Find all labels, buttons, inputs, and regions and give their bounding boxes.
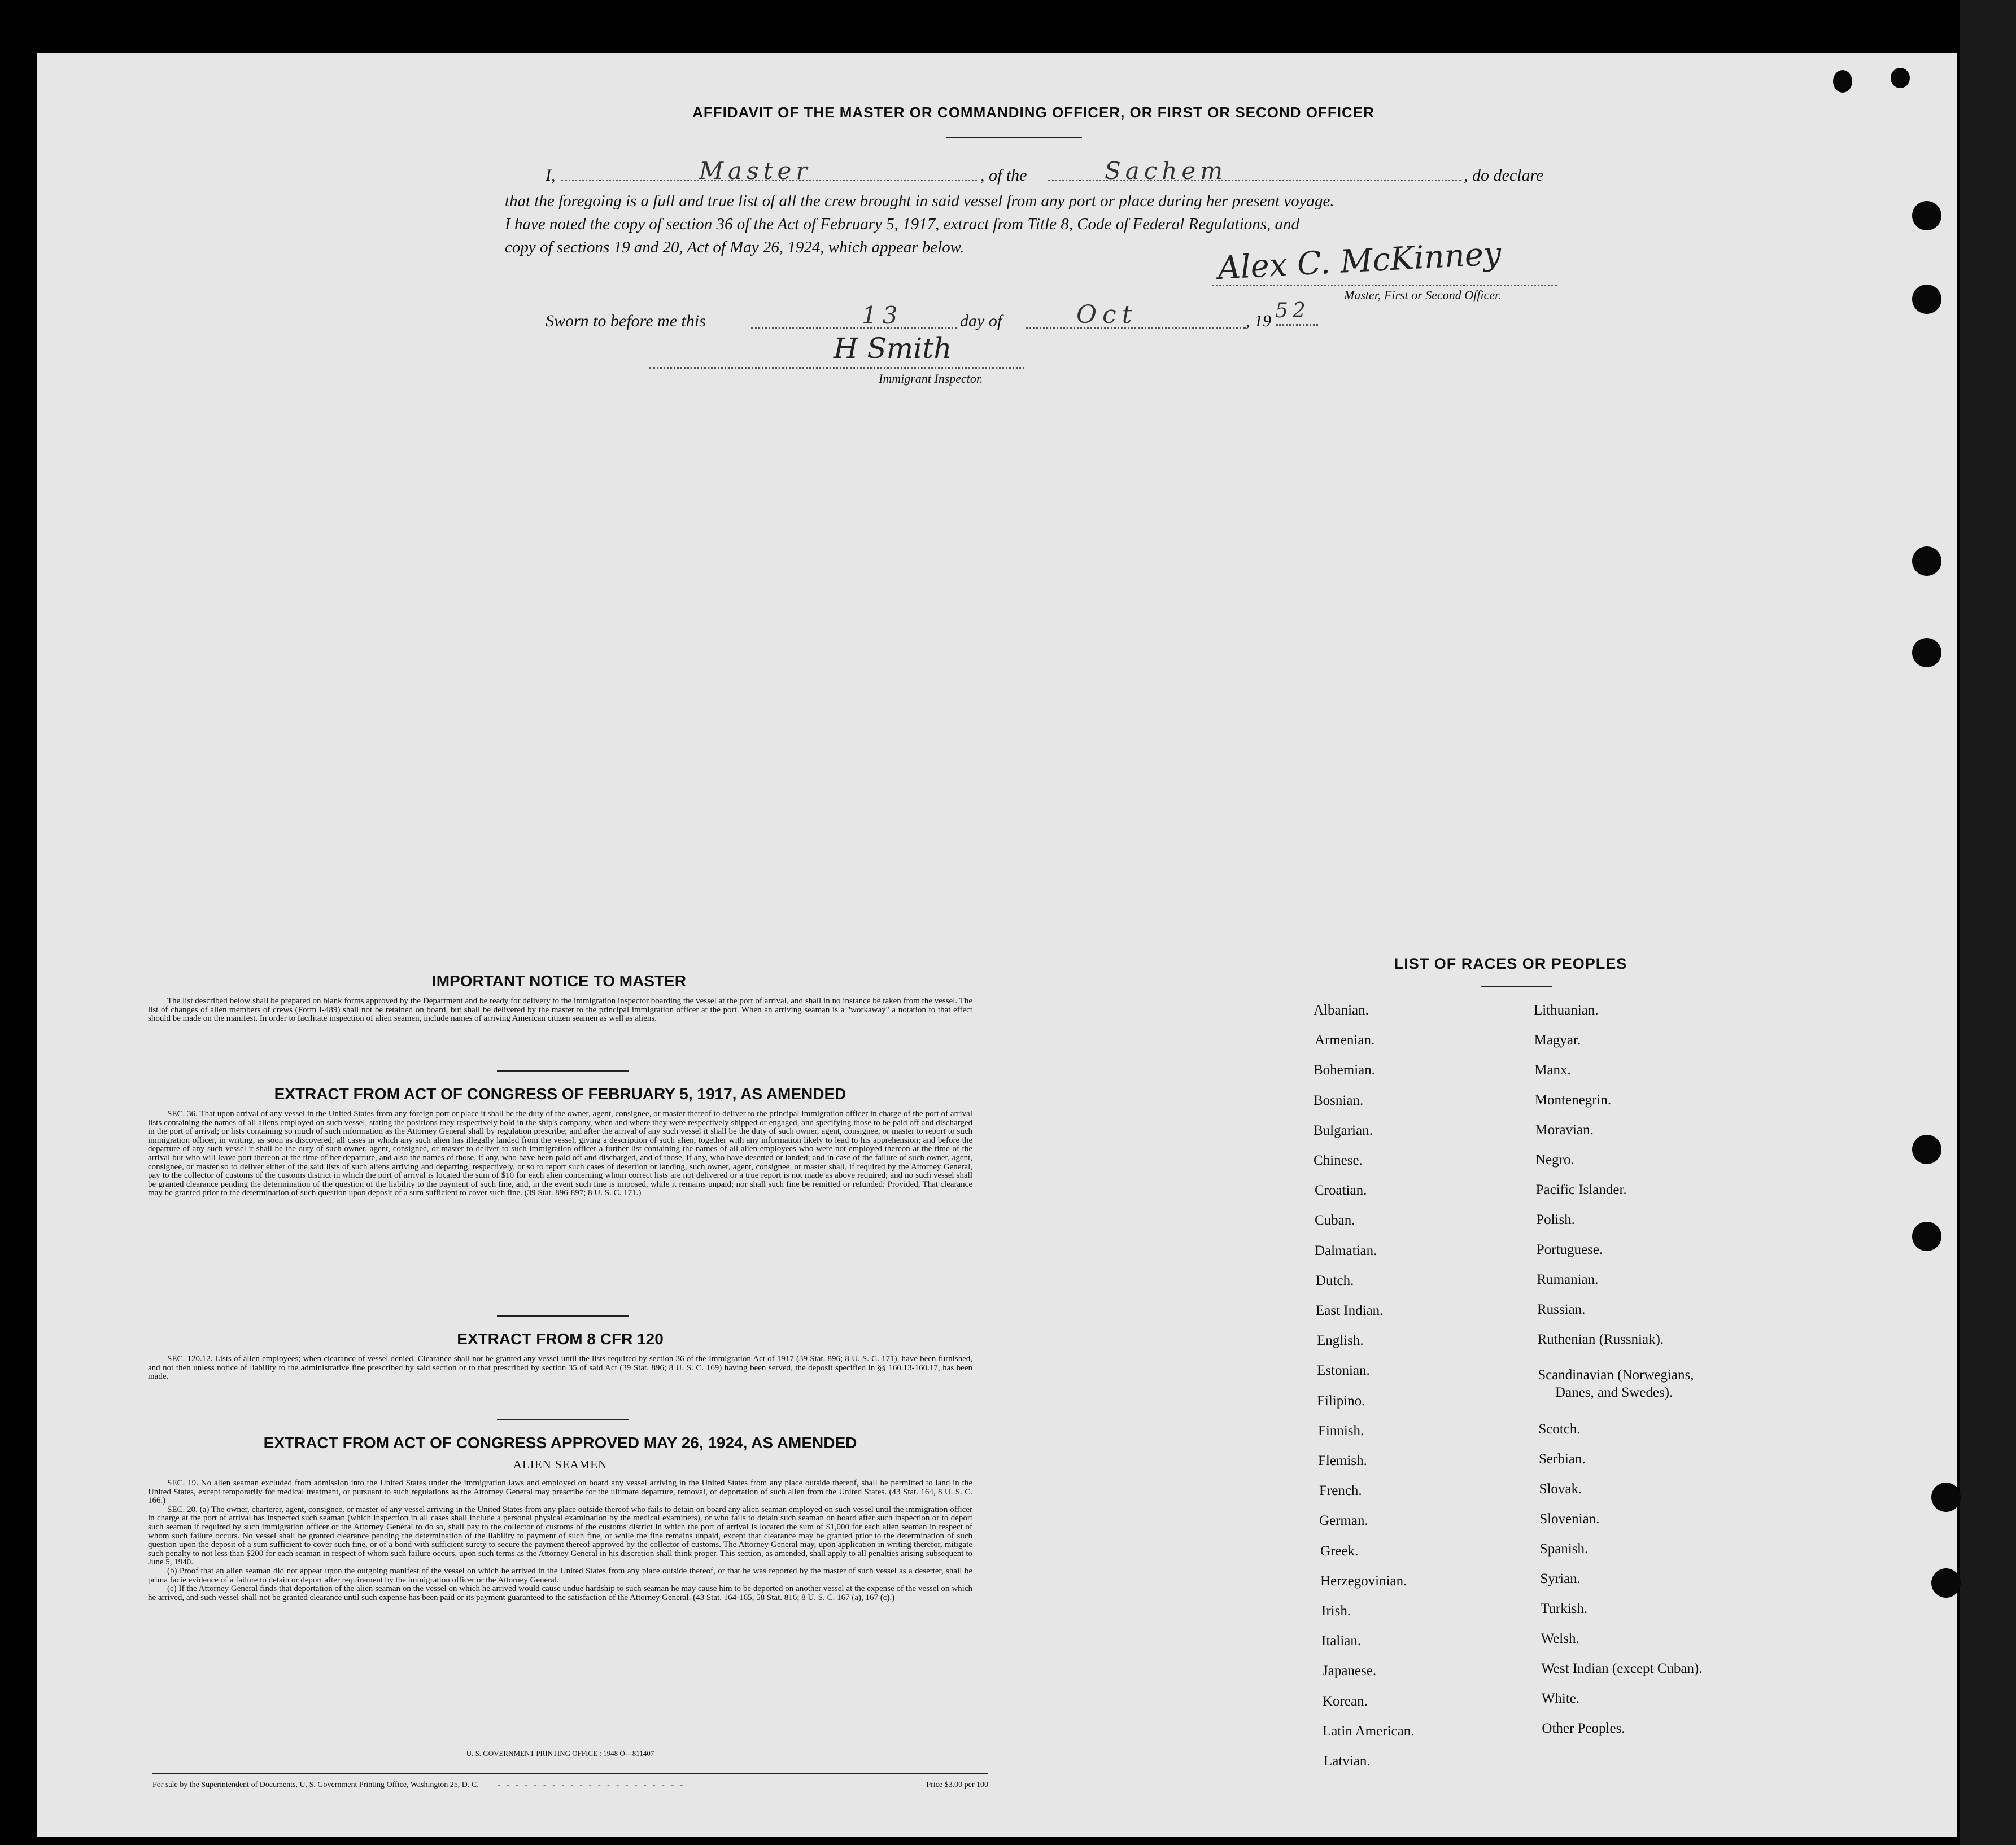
race-item: Serbian. [1539, 1451, 1586, 1467]
race-item: West Indian (except Cuban). [1541, 1661, 1703, 1676]
race-item: French. [1319, 1483, 1362, 1499]
punch-hole [1931, 1483, 1961, 1512]
title-underline [946, 137, 1082, 138]
race-item: German. [1319, 1513, 1368, 1529]
month-fill-line [1026, 327, 1246, 329]
year-value: 52 [1275, 299, 1310, 322]
day-value: 13 [862, 301, 904, 329]
races-title: LIST OF RACES OR PEOPLES [1394, 955, 1627, 972]
race-item: Finnish. [1318, 1423, 1364, 1439]
vessel-fill-line [1048, 180, 1461, 181]
notice-title: IMPORTANT NOTICE TO MASTER [431, 972, 687, 990]
punch-hole [1912, 1222, 1941, 1251]
race-item: Armenian. [1315, 1033, 1375, 1048]
signature-line [1212, 285, 1557, 286]
race-item: Negro. [1535, 1152, 1574, 1168]
gpo-imprint: U. S. GOVERNMENT PRINTING OFFICE : 1948 O—811407 [466, 1749, 654, 1757]
section-20c: (c) If the Attorney General finds that deportation of the alien seaman on the vessel on which he arrived would cause undue hardship to such seaman he may cause him to be deported on another vessel at the expense of the vessel on which he arrived, and such vessel shall not be granted clearance until such expense has been paid or its payment guaranteed to the satisfaction of the Attorney General. (43 Stat. 164-165, 58 Stat. 816; 8 U. S. C. 167 (a), 167 (c).) [148, 1584, 972, 1602]
notice-divider [497, 1070, 629, 1072]
race-item: Ruthenian (Russniak). [1537, 1332, 1664, 1347]
race-item: Herzegovinian. [1320, 1573, 1407, 1589]
race-item: Chinese. [1314, 1153, 1363, 1168]
month-value: Oct [1076, 300, 1138, 329]
race-item: Dalmatian. [1315, 1243, 1377, 1258]
affidavit-line-1 [546, 157, 1562, 185]
footer-dashes: - - - - - - - - - - - - - - - - - - - - - [498, 1781, 686, 1789]
race-item: Manx. [1534, 1063, 1571, 1078]
footer-price: Price $3.00 per 100 [926, 1781, 988, 1789]
race-item: Slovak. [1539, 1481, 1582, 1497]
race-item: Welsh. [1541, 1631, 1579, 1646]
name-fill-line [561, 180, 977, 181]
race-item: Slovenian. [1539, 1511, 1600, 1527]
extract-1917-divider [497, 1315, 629, 1317]
footer-sale-text: For sale by the Superintendent of Documents, U. S. Government Printing Office, Washington 25, D. C. [152, 1781, 479, 1789]
race-item: Italian. [1321, 1633, 1362, 1649]
i-label: I, [546, 166, 556, 185]
extract-1924-text [148, 1479, 972, 1602]
race-item: Irish. [1321, 1603, 1351, 1619]
race-item: Estonian. [1317, 1363, 1370, 1379]
punch-hole [1833, 70, 1852, 93]
race-item: Magyar. [1534, 1033, 1581, 1048]
extract-cfr-title: EXTRACT FROM 8 CFR 120 [457, 1330, 664, 1348]
footer [152, 1781, 988, 1790]
race-item: Portuguese. [1536, 1242, 1603, 1257]
punch-hole [1912, 1135, 1941, 1164]
race-item: Spanish. [1539, 1541, 1589, 1557]
race-item: Pacific Islander. [1535, 1182, 1627, 1197]
race-item: Moravian. [1535, 1122, 1594, 1138]
race-item: English. [1317, 1333, 1364, 1349]
inspector-caption: Immigrant Inspector. [879, 371, 983, 386]
race-item: Cuban. [1315, 1213, 1355, 1228]
race-item: Polish. [1536, 1212, 1575, 1227]
race-item: Other Peoples. [1542, 1721, 1625, 1736]
race-item: Latvian. [1324, 1754, 1371, 1769]
punch-hole [1912, 638, 1941, 667]
race-item: White. [1541, 1691, 1580, 1706]
scan-edge [1960, 0, 2016, 1845]
year-prefix: , 19 [1246, 312, 1271, 330]
affidavit-title: AFFIDAVIT OF THE MASTER OR COMMANDING OFFICER, OR FIRST OR SECOND OFFICER [692, 104, 1374, 121]
race-item: Japanese. [1323, 1663, 1377, 1679]
extract-1924-subtitle: ALIEN SEAMEN [513, 1458, 608, 1471]
signature-caption: Master, First or Second Officer. [1344, 288, 1502, 302]
affidavit-body-line-2: I have noted the copy of section 36 of the Act of February 5, 1917, extract from Title 8, Code of Federal Regulations, and [505, 215, 1300, 233]
day-fill-line [751, 327, 957, 329]
race-item: Syrian. [1540, 1571, 1581, 1586]
punch-hole [1912, 546, 1941, 576]
race-item: Scotch. [1538, 1422, 1581, 1437]
notice-text: The list described below shall be prepared on blank forms approved by the Department and be ready for delivery to the immigration inspector boarding the vessel at the port of arrival, and shall in no instance be taken from the vessel. The list of changes of alien members of crews (Form I-489) shall not be retained on board, but shall be delivered by the master to the principal immigration officer at the port. When an arriving seaman is a "workaway" a notation to that effect should be made on the manifest. In order to facilitate inspection of alien seamen, include names of arriving American citizen seamen as well as aliens. [148, 996, 972, 1024]
extract-1917-text: SEC. 36. That upon arrival of any vessel in the United States from any foreign port or place it shall be the duty of the owner, agent, consignee, or master thereof to deliver to the principal immigration officer in charge of the port of arrival lists containing the names of all aliens employed on such vessel, stating the positions they respectively hold in the ship's company, when and where they were respectively shipped or engaged, and specifying those to be paid off and discharged in the port of arrival; or lists containing so much of such information as the Attorney General shall by regulation prescribe; and after the arrival of any such vessel it shall be the duty of such owner, agent, consignee, or master to report to such immigration officer, in writing, as soon as discovered, all cases in which any such alien has illegally landed from the vessel, giving a description of such alien, together with any information likely to lead to his apprehension; and before the departure of any such vessel it shall be the duty of such owner, agent, consignee, or master to deliver to such immigration officer a further list containing the names of all alien employees who were not employed thereon at the time of the arrival but who will leave port thereon at the time of her departure, and also the names of those, if any, who have been paid off and discharged, and of those, if any, who have deserted or landed; and in case of the failure of such owner, agent, consignee, or master so to deliver either of the said lists of such aliens arriving and departing, respectively, or so to report such cases of desertion or landing, such owner, agent, consignee, or master shall, if required by the Attorney General, pay to the collector of customs of the customs district in which the port of arrival is located the sum of $10 for each alien concerning whom correct lists are not delivered or a true report is not made as above required; and no such vessel shall be granted clearance pending the determination of the question of the liability to the payment of such fine, and, in the event such fine is imposed, while it remains unpaid; nor shall such fine be remitted or refunded: Provided, That clearance may be granted prior to the determination of such question upon deposit of a sum sufficient to cover such fine. (39 Stat. 896-897; 8 U. S. C. 171.) [148, 1109, 972, 1198]
race-item: Latin American. [1323, 1723, 1415, 1739]
section-20a: SEC. 20. (a) The owner, charterer, agent, consignee, or master of any vessel arriving in the United States from any place outside thereof who fails to detain on board any alien seaman employed on such vessel until the immigration officer in charge at the port of arrival has inspected such seaman (which inspection in all cases shall include a personal physical examination by the medical examiners), or who fails to detain such seaman on board after such inspection or to deport such seaman if required by such immigration officer or the Attorney General to do so, shall pay to the collector of customs of the customs district in which the port of arrival is located the sum of $1,000 for each alien seaman in respect of whom such failure occurs. No vessel shall be granted clearance pending the determination of the liability to payment of such fine, or while the fine remains unpaid, except that clearance may be granted prior to the determination of such question upon the deposit of a sum sufficient to cover such fine, or of a bond with sufficient surety to secure the payment thereof approved by the collector of customs. The Attorney General may, upon application in writing therefor, mitigate such penalty to not less than $200 for each seaman in respect of whom such failure occurs, upon such terms as the Attorney General in his discretion shall think proper. This section, as amended, shall apply to all penalties arising subsequent to June 5, 1940. [148, 1505, 972, 1567]
inspector-signature: H Smith [834, 332, 952, 365]
punch-hole [1931, 1568, 1961, 1598]
race-item: Filipino. [1317, 1393, 1365, 1409]
year-fill-line [1276, 324, 1318, 326]
master-signature: Alex C. McKinney [1216, 235, 1503, 287]
inspector-line [649, 367, 1024, 369]
race-item: Turkish. [1541, 1601, 1588, 1616]
race-item: Russian. [1537, 1302, 1586, 1317]
race-item: Dutch. [1316, 1273, 1354, 1288]
day-of-label: day of [960, 312, 1002, 330]
race-item: Croatian. [1315, 1183, 1367, 1199]
race-item: Bohemian. [1314, 1063, 1376, 1078]
races-title-underline [1481, 986, 1552, 987]
extract-cfr-divider [497, 1419, 629, 1420]
extract-1924-title: EXTRACT FROM ACT OF CONGRESS APPROVED MAY 26, 1924, AS AMENDED [263, 1434, 857, 1451]
punch-hole [1912, 201, 1941, 230]
punch-hole [1912, 285, 1941, 314]
race-item: Rumanian. [1537, 1272, 1599, 1287]
race-item: Korean. [1323, 1693, 1368, 1709]
race-item: Greek. [1320, 1543, 1359, 1559]
affidavit-body-line-3: copy of sections 19 and 20, Act of May 26, 1924, which appear below. [505, 238, 965, 256]
of-the-label: , of the [980, 166, 1027, 185]
section-20b: (b) Proof that an alien seaman did not appear upon the outgoing manifest of the vessel on which he arrived in the United States from any place outside thereof, or that he was reported by the master of such vessel as a deserter, shall be prima facie evidence of a failure to detain or deport after requirement by the immigration officer or the Attorney General. [148, 1566, 972, 1585]
master-name-value: Master [699, 157, 812, 185]
race-item: Bosnian. [1314, 1092, 1364, 1108]
race-item: Montenegrin. [1534, 1092, 1612, 1108]
extract-cfr-text: SEC. 120.12. Lists of alien employees; when clearance of vessel denied. Clearance shall not be granted any vessel until the lists required by section 36 of the Immigration Act of 1917 (39 Stat. 896; 8 U. S. C. 171), have been furnished, and not then unless notice of liability to the administrative fine prescribed by said section or to that prescribed by section 35 of said Act (39 Stat. 896; 8 U. S. C. 169) having been served, the deposit specified in §§ 160.13-160.17, has been made. [148, 1354, 972, 1381]
race-item: Bulgarian. [1314, 1122, 1373, 1138]
section-19: SEC. 19. No alien seaman excluded from admission into the United States under the immigration laws and employed on board any vessel arriving in the United States from any place outside thereof, shall be permitted to land in the United States, except temporarily for medical treatment, or pursuant to such regulations as the Attorney General may prescribe for the ultimate departure, removal, or deportation of such alien from the United States. (43 Stat. 164, 8 U. S. C. 166.) [148, 1479, 972, 1506]
race-item: Danes, and Swedes). [1555, 1385, 1673, 1400]
affidavit-body-line-1: that the foregoing is a full and true list of all the crew brought in said vessel from any port or place during her present voyage. [505, 192, 1334, 210]
extract-1917-title: EXTRACT FROM ACT OF CONGRESS OF FEBRUARY 5, 1917, AS AMENDED [274, 1085, 846, 1103]
race-item: East Indian. [1316, 1303, 1384, 1318]
do-declare-label: , do declare [1464, 166, 1544, 185]
punch-hole [1891, 68, 1910, 88]
race-item: Albanian. [1314, 1003, 1369, 1018]
vessel-name-value: Sachem [1105, 157, 1228, 185]
race-item: Lithuanian. [1534, 1003, 1599, 1018]
race-item: Scandinavian (Norwegians, [1538, 1367, 1694, 1383]
sworn-label: Sworn to before me this [546, 312, 706, 330]
race-item: Flemish. [1318, 1453, 1367, 1468]
footer-rule [152, 1773, 988, 1774]
